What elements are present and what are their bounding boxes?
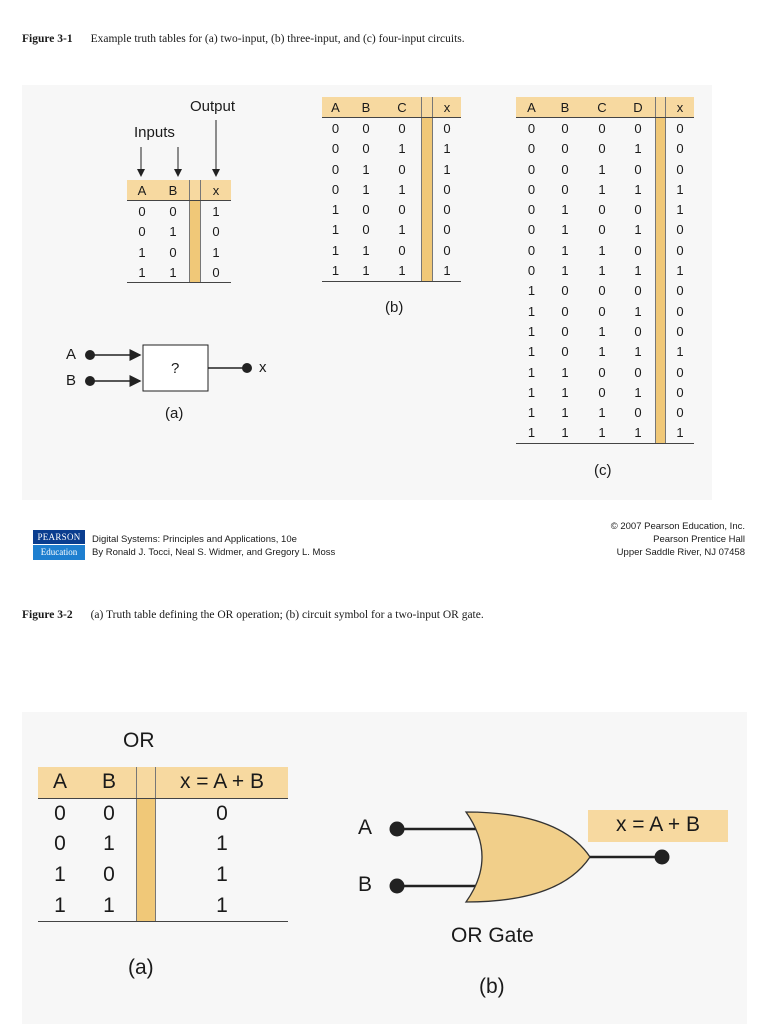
cell: 0 bbox=[634, 364, 642, 380]
cell: 1 bbox=[561, 222, 569, 238]
logo-bottom: Education bbox=[33, 545, 85, 560]
cell: 1 bbox=[331, 202, 340, 218]
cell: 0 bbox=[676, 405, 684, 421]
gate-output-dot bbox=[655, 850, 670, 865]
col-header: x bbox=[201, 180, 232, 201]
cell: 1 bbox=[527, 323, 536, 339]
cell: 0 bbox=[331, 181, 340, 197]
cell: 1 bbox=[527, 283, 536, 299]
cell: 1 bbox=[561, 364, 569, 380]
cell: 1 bbox=[216, 832, 228, 856]
cell: 1 bbox=[331, 242, 340, 258]
cell: 0 bbox=[676, 161, 684, 177]
book-authors: By Ronald J. Tocci, Neal S. Widmer, and Gregory L. Moss bbox=[92, 547, 336, 558]
cell: 0 bbox=[169, 203, 177, 219]
col-header: B bbox=[157, 180, 190, 201]
cell: 1 bbox=[362, 161, 370, 177]
cell: 0 bbox=[331, 120, 340, 136]
cell: 1 bbox=[676, 344, 684, 360]
cell: 1 bbox=[547, 423, 583, 444]
col-header: A bbox=[516, 97, 547, 118]
cell: 1 bbox=[38, 890, 82, 921]
cell: 1 bbox=[433, 260, 462, 281]
figure-label: Figure 3-2 bbox=[22, 609, 73, 621]
cell: 0 bbox=[398, 120, 406, 136]
cell: 1 bbox=[157, 262, 190, 283]
cell: 1 bbox=[212, 244, 220, 260]
cell: 0 bbox=[331, 161, 340, 177]
cell: 1 bbox=[634, 344, 642, 360]
cell: 1 bbox=[621, 423, 656, 444]
cell: 0 bbox=[676, 323, 684, 339]
col-header: B bbox=[547, 97, 583, 118]
cell: 1 bbox=[634, 181, 642, 197]
cell: 0 bbox=[561, 181, 569, 197]
col-header: x bbox=[666, 97, 695, 118]
cell: 1 bbox=[398, 181, 406, 197]
cell: 0 bbox=[676, 120, 684, 136]
cell: 1 bbox=[216, 863, 228, 887]
cell: 0 bbox=[103, 801, 115, 825]
cell: 1 bbox=[598, 242, 606, 258]
cell: 0 bbox=[216, 801, 228, 825]
cell: 0 bbox=[201, 262, 232, 283]
inputs-label: Inputs bbox=[134, 124, 175, 141]
truth-table-c bbox=[516, 97, 694, 444]
cell: 0 bbox=[527, 242, 536, 258]
cell: 0 bbox=[634, 120, 642, 136]
cell: 1 bbox=[598, 161, 606, 177]
cell: 0 bbox=[561, 323, 569, 339]
cell: 1 bbox=[527, 303, 536, 319]
or-gate-symbol bbox=[466, 812, 590, 902]
cell: 1 bbox=[138, 244, 146, 260]
cell: 1 bbox=[527, 384, 536, 400]
cell: 0 bbox=[598, 303, 606, 319]
cell: 1 bbox=[666, 423, 695, 444]
col-header: A bbox=[38, 767, 82, 798]
cell: 0 bbox=[598, 384, 606, 400]
col-header: B bbox=[82, 767, 137, 798]
cell: 1 bbox=[561, 263, 569, 279]
cell: 1 bbox=[362, 181, 370, 197]
subfigure-a-label-2: (a) bbox=[128, 956, 154, 979]
cell: 0 bbox=[362, 222, 370, 238]
cell: 0 bbox=[527, 161, 536, 177]
cell: 1 bbox=[527, 344, 536, 360]
cell: 1 bbox=[676, 263, 684, 279]
cell: 1 bbox=[156, 890, 289, 921]
cell: 0 bbox=[598, 120, 606, 136]
cell: 1 bbox=[561, 202, 569, 218]
cell: 0 bbox=[362, 141, 370, 157]
cell: 0 bbox=[676, 141, 684, 157]
cell: 0 bbox=[634, 323, 642, 339]
or-table-title: OR bbox=[123, 729, 155, 752]
circuit-input-b: B bbox=[66, 372, 77, 389]
cell: 1 bbox=[443, 161, 451, 177]
cell: 0 bbox=[398, 242, 406, 258]
gate-label-b: B bbox=[358, 873, 373, 896]
cell: 1 bbox=[212, 203, 220, 219]
logo-top: PEARSON bbox=[33, 530, 85, 544]
cell: 0 bbox=[634, 242, 642, 258]
cell: 0 bbox=[634, 283, 642, 299]
cell: 1 bbox=[127, 262, 157, 283]
cell: 0 bbox=[398, 161, 406, 177]
figure-caption-text: (a) Truth table defining the OR operation; (b) circuit symbol for a two-input OR gate. bbox=[90, 609, 484, 621]
cell: 1 bbox=[383, 260, 422, 281]
gate-expression: x = A + B bbox=[615, 813, 701, 836]
cell: 1 bbox=[598, 344, 606, 360]
col-header: C bbox=[383, 97, 422, 118]
publisher: Pearson Prentice Hall bbox=[653, 534, 745, 545]
gate-input-b-dot bbox=[390, 879, 405, 894]
book-info bbox=[92, 533, 335, 559]
cell: 0 bbox=[527, 263, 536, 279]
col-header: D bbox=[621, 97, 656, 118]
cell: 1 bbox=[331, 222, 340, 238]
copyright-block bbox=[611, 520, 745, 559]
cell: 0 bbox=[212, 224, 220, 240]
col-header: A bbox=[322, 97, 349, 118]
subfigure-a-label: (a) bbox=[165, 405, 184, 422]
cell: 0 bbox=[362, 120, 370, 136]
cell: 0 bbox=[527, 202, 536, 218]
cell: 0 bbox=[561, 283, 569, 299]
cell: 0 bbox=[561, 303, 569, 319]
cell: 1 bbox=[634, 141, 642, 157]
cell: 1 bbox=[322, 260, 349, 281]
cell: 1 bbox=[561, 242, 569, 258]
cell: 1 bbox=[598, 181, 606, 197]
cell: 0 bbox=[676, 283, 684, 299]
cell: 0 bbox=[54, 832, 66, 856]
cell: 1 bbox=[598, 263, 606, 279]
cell: 1 bbox=[103, 832, 115, 856]
cell: 1 bbox=[676, 181, 684, 197]
col-header: B bbox=[349, 97, 383, 118]
cell: 0 bbox=[331, 141, 340, 157]
cell: 1 bbox=[443, 141, 451, 157]
cell: 0 bbox=[598, 202, 606, 218]
book-title: Digital Systems: Principles and Applications, 10e bbox=[92, 534, 297, 545]
cell: 0 bbox=[443, 181, 451, 197]
cell: 1 bbox=[561, 405, 569, 421]
cell: 0 bbox=[598, 222, 606, 238]
cell: 0 bbox=[561, 161, 569, 177]
cell: 0 bbox=[54, 801, 66, 825]
cell: 1 bbox=[598, 405, 606, 421]
cell: 0 bbox=[561, 120, 569, 136]
output-label: Output bbox=[190, 98, 236, 115]
cell: 1 bbox=[676, 202, 684, 218]
cell: 1 bbox=[561, 384, 569, 400]
truth-table-a bbox=[127, 180, 231, 283]
cell: 0 bbox=[634, 405, 642, 421]
circuit-box-symbol: ? bbox=[171, 360, 180, 377]
cell: 0 bbox=[138, 224, 146, 240]
address: Upper Saddle River, NJ 07458 bbox=[616, 547, 745, 558]
cell: 1 bbox=[516, 423, 547, 444]
cell: 1 bbox=[349, 260, 383, 281]
truth-table-b bbox=[322, 97, 461, 282]
or-gate-diagram bbox=[0, 700, 768, 1024]
cell: 0 bbox=[527, 181, 536, 197]
cell: 0 bbox=[676, 222, 684, 238]
subfigure-c-label: (c) bbox=[594, 462, 612, 479]
cell: 1 bbox=[634, 222, 642, 238]
cell: 1 bbox=[634, 384, 642, 400]
cell: 1 bbox=[362, 242, 370, 258]
cell: 1 bbox=[598, 323, 606, 339]
subfigure-b-label: (b) bbox=[385, 299, 404, 316]
cell: 0 bbox=[561, 344, 569, 360]
cell: 0 bbox=[598, 283, 606, 299]
cell: 1 bbox=[398, 222, 406, 238]
cell: 0 bbox=[443, 202, 451, 218]
cell: 0 bbox=[169, 244, 177, 260]
gate-input-a-dot bbox=[390, 822, 405, 837]
cell: 0 bbox=[598, 141, 606, 157]
cell: 1 bbox=[82, 890, 137, 921]
cell: 1 bbox=[583, 423, 621, 444]
cell: 0 bbox=[598, 364, 606, 380]
cell: 1 bbox=[169, 224, 177, 240]
figure-label: Figure 3-1 bbox=[22, 33, 73, 45]
cell: 0 bbox=[398, 202, 406, 218]
cell: 0 bbox=[443, 120, 451, 136]
cell: 0 bbox=[561, 141, 569, 157]
col-header: C bbox=[583, 97, 621, 118]
figure-3-2-caption bbox=[22, 609, 484, 621]
cell: 1 bbox=[527, 364, 536, 380]
cell: 0 bbox=[676, 384, 684, 400]
cell: 0 bbox=[138, 203, 146, 219]
circuit-output-x: x bbox=[259, 359, 267, 376]
circuit-input-a: A bbox=[66, 346, 77, 363]
cell: 1 bbox=[398, 141, 406, 157]
cell: 0 bbox=[634, 202, 642, 218]
cell: 1 bbox=[54, 863, 66, 887]
col-header: A bbox=[127, 180, 157, 201]
cell: 0 bbox=[527, 120, 536, 136]
col-header: x = A + B bbox=[156, 767, 289, 798]
cell: 0 bbox=[676, 242, 684, 258]
pearson-logo bbox=[33, 530, 85, 560]
cell: 0 bbox=[527, 222, 536, 238]
cell: 0 bbox=[676, 303, 684, 319]
cell: 0 bbox=[443, 242, 451, 258]
cell: 0 bbox=[362, 202, 370, 218]
subfigure-b-label-2: (b) bbox=[479, 975, 505, 998]
cell: 0 bbox=[634, 161, 642, 177]
gate-label-a: A bbox=[358, 816, 373, 839]
cell: 0 bbox=[443, 222, 451, 238]
figure-caption-text: Example truth tables for (a) two-input, (b) three-input, and (c) four-input circuits. bbox=[90, 33, 465, 45]
gate-name: OR Gate bbox=[451, 924, 534, 947]
cell: 0 bbox=[676, 364, 684, 380]
col-header: x bbox=[433, 97, 462, 118]
cell: 1 bbox=[634, 263, 642, 279]
cell: 0 bbox=[527, 141, 536, 157]
cell: 1 bbox=[527, 405, 536, 421]
cell: 0 bbox=[103, 863, 115, 887]
copyright: © 2007 Pearson Education, Inc. bbox=[610, 521, 745, 532]
output-dot bbox=[242, 363, 252, 373]
cell: 1 bbox=[634, 303, 642, 319]
